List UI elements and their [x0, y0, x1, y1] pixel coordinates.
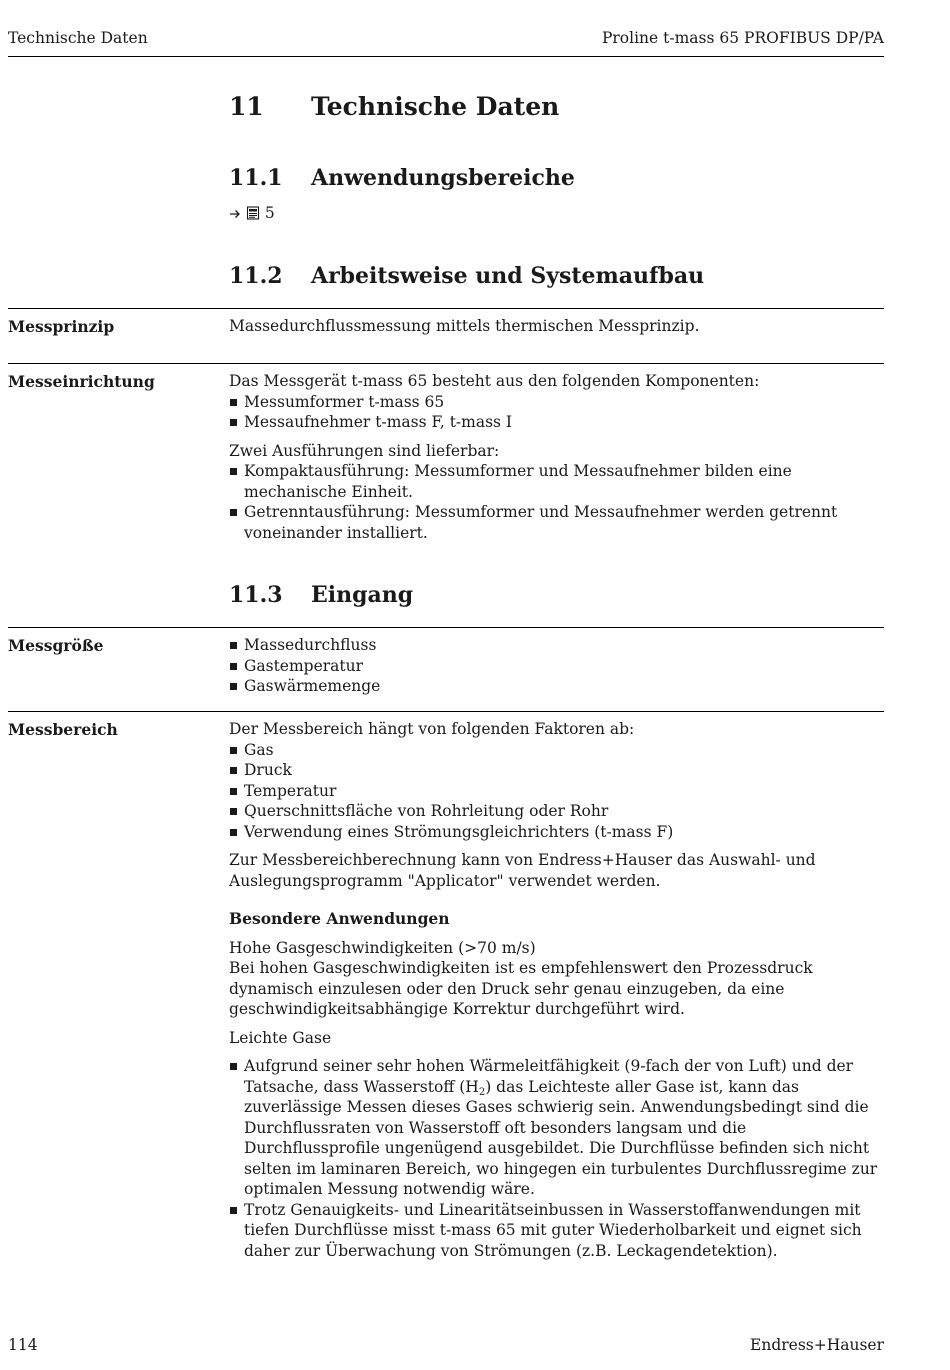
list-item: Querschnittsfläche von Rohrleitung oder Rohr	[229, 801, 884, 822]
section-heading-11-1	[229, 165, 575, 191]
section-number: 11.1	[229, 165, 283, 191]
section-heading-11-2	[229, 263, 704, 289]
list-item: Gastemperatur	[229, 656, 884, 677]
row-label-messeinrichtung: Messeinrichtung	[8, 372, 155, 391]
list-item: Verwendung eines Strömungsgleichrichters (t-mass F)	[229, 822, 884, 843]
chapter-number: 11	[229, 92, 264, 121]
section-number: 11.3	[229, 582, 283, 608]
high-velocity-text: Bei hohen Gasgeschwindigkeiten ist es empfehlenswert den Prozessdruck dynamisch einzulesen oder den Druck sehr genau einzugeben, da eine geschwindigkeitsabhängige Korrektur durchgeführt wird.	[229, 959, 813, 1018]
row-divider	[8, 363, 884, 364]
list-item-text: Aufgrund seiner sehr hohen Wärmeleitfähigkeit (9-fach der von Luft) und der Tatsache, dass Wasserstoff (H	[244, 1057, 854, 1096]
header-rule	[8, 56, 884, 57]
component-list	[229, 392, 884, 433]
footer-brand: Endress+Hauser	[750, 1336, 884, 1354]
measured-variable-list	[229, 635, 884, 697]
calc-text: Zur Messbereichberechnung kann von Endress+Hauser das Auswahl- und Auslegungsprogramm "Applicator" verwendet werden.	[229, 851, 816, 890]
list-item: Messumformer t-mass 65	[229, 392, 884, 413]
light-gases-list	[229, 1056, 884, 1261]
arrow-right-icon	[229, 204, 246, 222]
messgroesse-content	[229, 635, 884, 697]
intro-text: Das Messgerät t-mass 65 besteht aus den folgenden Komponenten:	[229, 372, 760, 390]
version-list	[229, 461, 884, 543]
list-item: Temperatur	[229, 781, 884, 802]
list-item	[229, 1056, 884, 1200]
intro-text: Zwei Ausführungen sind lieferbar:	[229, 441, 500, 460]
list-item: Getrenntausführung: Messumformer und Messaufnehmer werden getrennt voneinander installiert.	[229, 502, 884, 543]
section-heading-11-3	[229, 582, 413, 608]
list-item: Kompaktausführung: Messumformer und Messaufnehmer bilden eine mechanische Einheit.	[229, 461, 884, 502]
chapter-title: Technische Daten	[311, 92, 560, 121]
list-item: Messaufnehmer t-mass F, t-mass I	[229, 412, 884, 433]
document-page-icon	[246, 204, 265, 222]
high-velocity-title: Hohe Gasgeschwindigkeiten (>70 m/s)	[229, 938, 536, 957]
section-number: 11.2	[229, 263, 283, 289]
section-title: Arbeitsweise und Systemaufbau	[311, 263, 705, 289]
list-item: Massedurchfluss	[229, 635, 884, 656]
list-item: Trotz Genauigkeits- und Linearitätseinbussen in Wasserstoffanwendungen mit tiefen Durchflüsse misst t-mass 65 mit guter Wiederholbarkeit und eignet sich daher zur Überwachung von Strömungen (z.B. Leckagendetektion).	[229, 1200, 884, 1262]
row-label-messbereich: Messbereich	[8, 720, 118, 739]
running-header-right: Proline t-mass 65 PROFIBUS DP/PA	[601, 29, 884, 47]
factor-list	[229, 740, 884, 843]
row-divider	[8, 627, 884, 628]
subheading-special-applications: Besondere Anwendungen	[229, 909, 450, 928]
row-divider	[8, 711, 884, 712]
section-title: Eingang	[311, 582, 414, 608]
messeinrichtung-content	[229, 371, 884, 543]
running-header-left: Technische Daten	[8, 29, 148, 47]
row-label-messgroesse: Messgröße	[8, 636, 104, 655]
subscript: 2	[478, 1086, 486, 1098]
page-reference-number: 5	[264, 204, 275, 222]
chapter-heading	[229, 92, 559, 121]
messprinzip-text: Massedurchflussmessung mittels thermischen Messprinzip.	[229, 317, 700, 335]
page-number: 114	[8, 1336, 38, 1354]
section-title: Anwendungsbereiche	[311, 165, 575, 191]
row-divider	[8, 308, 884, 309]
page-reference-link[interactable]	[229, 204, 275, 222]
row-label-messprinzip: Messprinzip	[8, 317, 115, 336]
light-gases-title: Leichte Gase	[229, 1028, 332, 1047]
intro-text: Der Messbereich hängt von folgenden Faktoren ab:	[229, 720, 635, 738]
list-item: Gaswärmemenge	[229, 676, 884, 697]
list-item-text: ) das Leichteste aller Gase ist, kann das zuverlässige Messen dieses Gases schwierig sein. Anwendungsbedingt sind die Durchflussraten von Wasserstoff oft besonders langsam und die Durchflussprofile ungenügend ausgebildet. Die Durchflüsse befinden sich nicht selten im laminaren Bereich, wo hingegen ein turbulentes Durchflussregime zur optimalen Messung notwendig wäre.	[244, 1077, 878, 1198]
messprinzip-content	[229, 316, 884, 337]
list-item: Gas	[229, 740, 884, 761]
messbereich-content	[229, 719, 884, 1261]
list-item: Druck	[229, 760, 884, 781]
